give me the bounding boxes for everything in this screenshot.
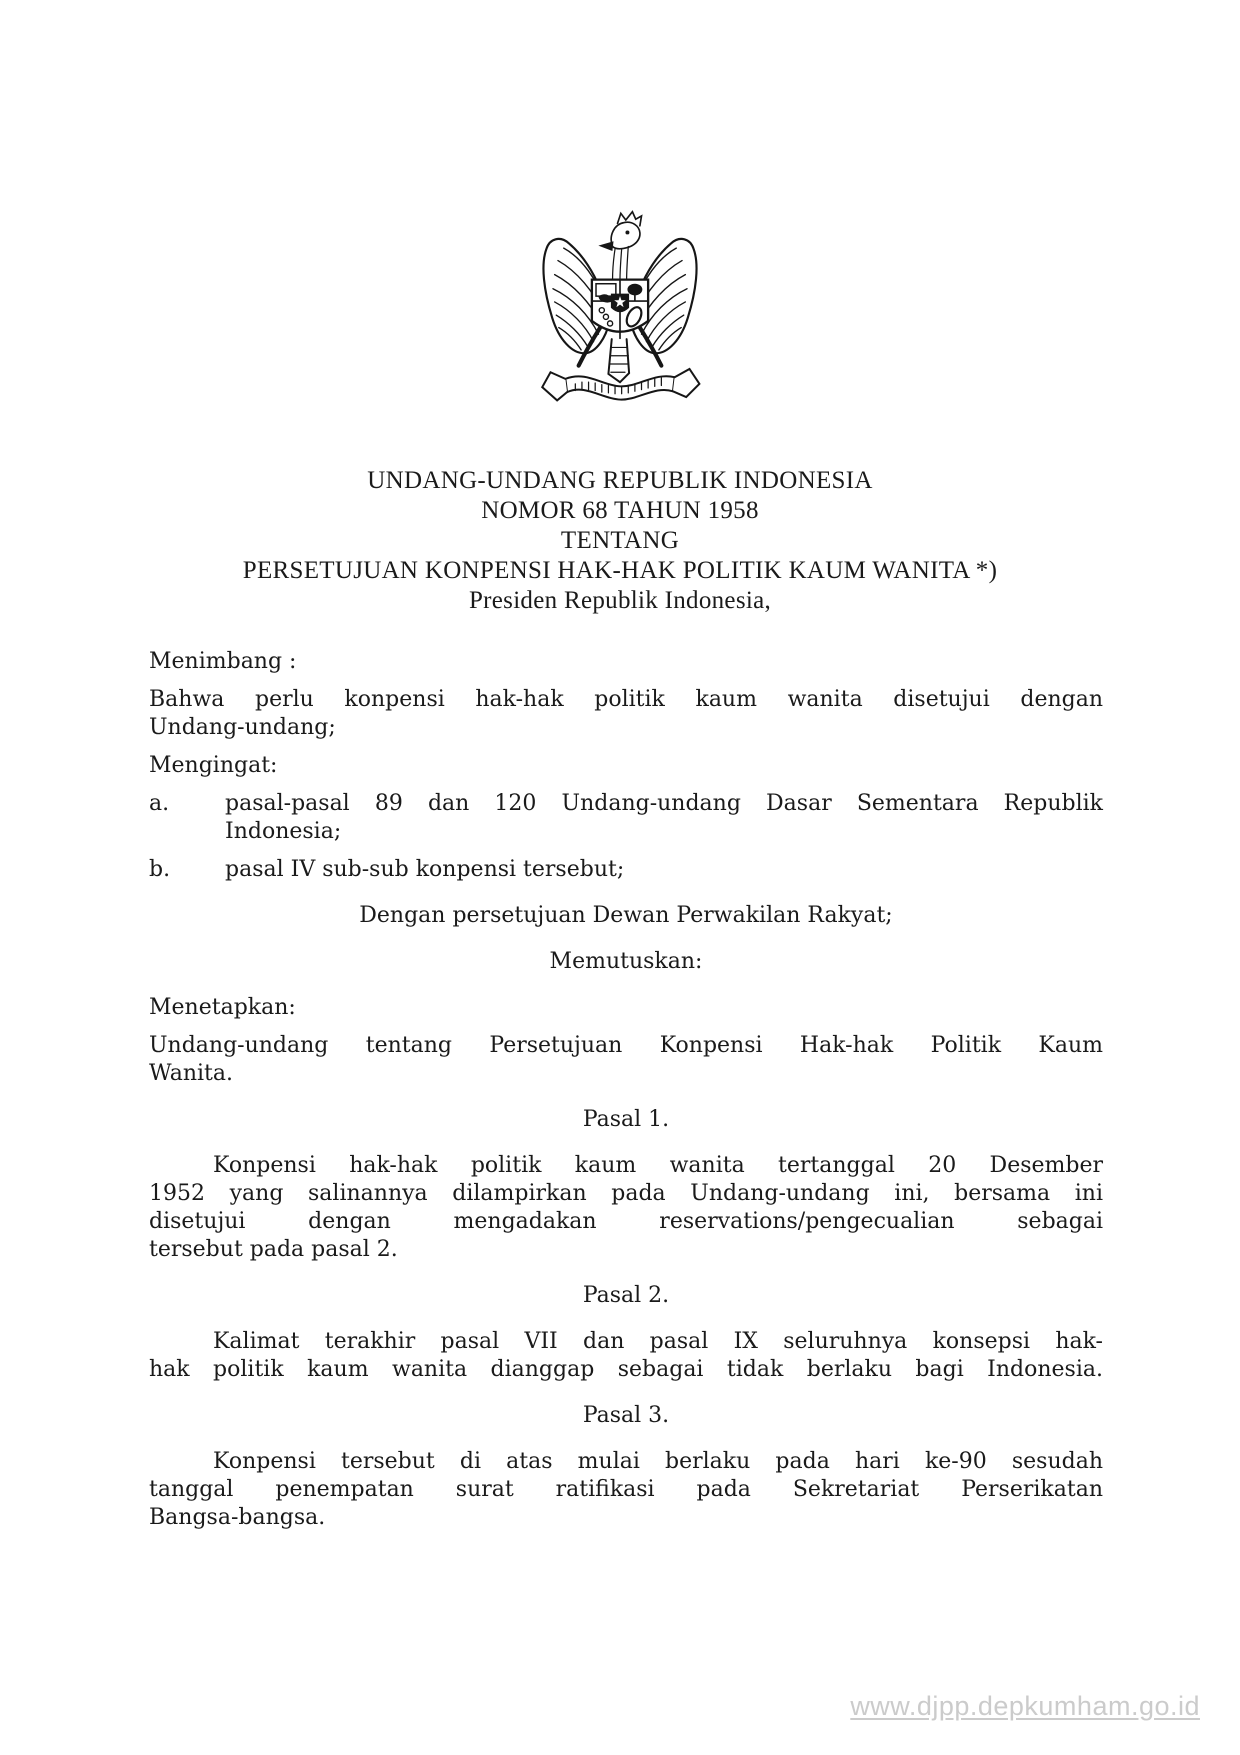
doc-number-line: NOMOR 68 TAHUN 1958 (481, 497, 759, 524)
mengingat-label: Mengingat: (149, 753, 278, 778)
garuda-pancasila-emblem (0, 0, 1240, 432)
paragraph-line: Bangsa-bangsa. (149, 1505, 326, 1530)
pasal-2-heading: Pasal 2. (582, 1283, 670, 1308)
pasal-2-paragraph (149, 1328, 1103, 1384)
pasal-1-paragraph (149, 1152, 1103, 1264)
tentang-line: TENTANG (560, 527, 680, 554)
paragraph-line: Konpensi tersebut di atas mulai berlaku pada hari ke-90 sesudah (213, 1449, 1103, 1474)
paragraph-line: Wanita. (149, 1061, 233, 1086)
paragraph-line: pasal-pasal 89 dan 120 Undang-undang Dasar Sementara Republik (225, 791, 1103, 816)
garuda-eagle-icon (529, 200, 711, 432)
paragraph-line: hak politik kaum wanita dianggap sebagai tidak berlaku bagi Indonesia. (149, 1357, 1103, 1382)
list-item-b (149, 856, 1103, 884)
paragraph-line: disetujui dengan mengadakan reservations/pengecualian sebagai (149, 1209, 1103, 1234)
doc-subject-line: PERSETUJUAN KONPENSI HAK-HAK POLITIK KAUM WANITA *) (242, 557, 998, 584)
doc-type-line: UNDANG-UNDANG REPUBLIK INDONESIA (367, 467, 873, 494)
paragraph-line: Bahwa perlu konpensi hak-hak politik kaum wanita disetujui dengan (149, 687, 1103, 712)
menimbang-label: Menimbang : (149, 649, 297, 674)
menetapkan-paragraph (149, 1032, 1103, 1088)
paragraph-line: tersebut pada pasal 2. (149, 1237, 398, 1262)
dengan-persetujuan-line: Dengan persetujuan Dewan Perwakilan Rakyat; (359, 903, 893, 928)
list-item-a (149, 790, 1103, 846)
presiden-line: Presiden Republik Indonesia, (468, 587, 772, 614)
paragraph-line: 1952 yang salinannya dilampirkan pada Undang-undang ini, bersama ini (149, 1181, 1103, 1206)
paragraph-line: Kalimat terakhir pasal VII dan pasal IX seluruhnya konsepsi hak- (213, 1329, 1103, 1354)
list-marker: a. (149, 791, 170, 816)
paragraph-line: Konpensi hak-hak politik kaum wanita tertanggal 20 Desember (213, 1153, 1103, 1178)
paragraph-line: Undang-undang tentang Persetujuan Konpensi Hak-hak Politik Kaum (149, 1033, 1103, 1058)
watermark-link[interactable]: www.djpp.depkumham.go.id (850, 1691, 1200, 1721)
document-body (149, 648, 1103, 1532)
paragraph-line: Indonesia; (225, 819, 342, 844)
document-title-block (0, 466, 1240, 616)
memutuskan-line: Memutuskan: (549, 949, 703, 974)
menimbang-paragraph (149, 686, 1103, 742)
list-item-text (225, 790, 1103, 846)
pasal-1-heading: Pasal 1. (582, 1107, 670, 1132)
pasal-3-heading: Pasal 3. (582, 1403, 670, 1428)
paragraph-line: tanggal penempatan surat ratifikasi pada Sekretariat Perserikatan (149, 1477, 1103, 1502)
list-marker: b. (149, 857, 171, 882)
paragraph-line: pasal IV sub-sub konpensi tersebut; (225, 857, 625, 882)
pasal-3-paragraph (149, 1448, 1103, 1532)
menetapkan-label: Menetapkan: (149, 995, 296, 1020)
list-item-text (225, 856, 1103, 884)
paragraph-line: Undang-undang; (149, 715, 336, 740)
